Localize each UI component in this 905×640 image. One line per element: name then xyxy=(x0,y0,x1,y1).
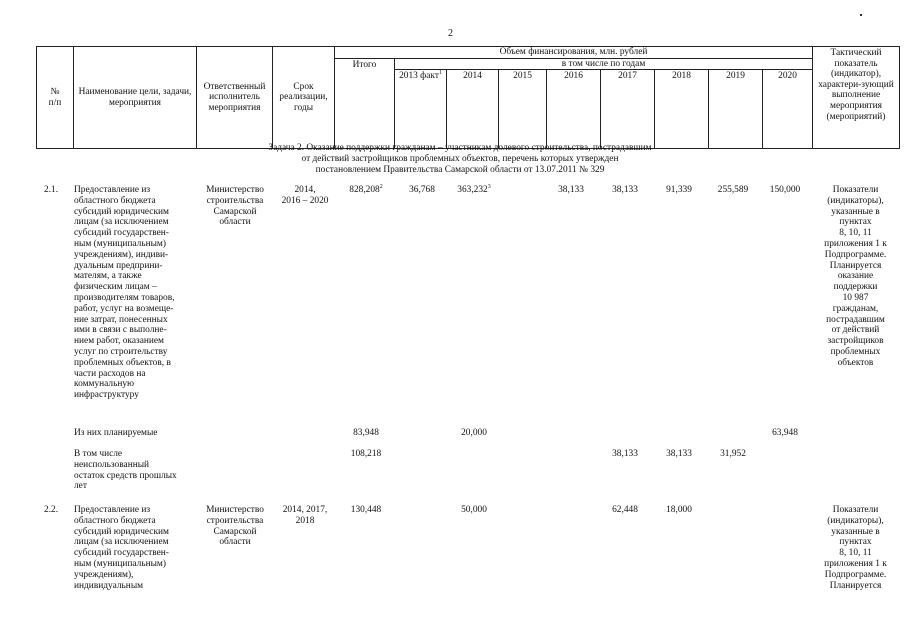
header-2016: 2016 xyxy=(547,70,601,149)
row-2-1-responsible: Министерство строительства Самарской области xyxy=(206,185,264,228)
header-term: Срок реализации, годы xyxy=(273,47,335,149)
header-2020: 2020 xyxy=(763,70,813,149)
row-2-1-name: Предоставление из областного бюджета субсидий юридическим лицам (за исключением субсидий государствен- ным (муниципальным) учреждениям), индиви- дуальным предприни- мателям, а также физическим лицам – производителям товаров, работ, услуг на возмеще- ние затрат, понесенных ими в связи с выполне- нием работ, оказанием услуг по строительству проблемных объектов, в части расходов на коммунальную инфраструктуру xyxy=(74,185,175,401)
row-2-1-indicator: Показатели (индикаторы), указанные в пунктах 8, 10, 11 приложения 1 к Подпрограмме. Планируется оказание поддержки 10 987 гражданам, пострадавшим от действий застройщиков проблемных объектов xyxy=(824,185,887,368)
row-unused-name: В том числе неиспользованный остаток средств прошлых лет xyxy=(74,449,177,492)
header-2015: 2015 xyxy=(499,70,547,149)
row-2-2-2017: 62,448 xyxy=(612,505,638,515)
row-2-1-total-value: 828,208 xyxy=(349,185,380,195)
header-2013-note: 1 xyxy=(438,70,442,77)
row-2-2-term: 2014, 2017, 2018 xyxy=(282,505,328,526)
row-2-2-indicator: Показатели (индикаторы), указанные в пунктах 8, 10, 11 приложения 1 к Подпрограмме. Планируется xyxy=(824,505,887,591)
scan-speck xyxy=(860,14,862,16)
row-2-1-2014-value: 363,232 xyxy=(457,185,488,195)
header-2019: 2019 xyxy=(709,70,763,149)
header-name: Наименование цели, задачи, мероприятия xyxy=(74,47,197,149)
row-2-1-no: 2.1. xyxy=(44,185,59,195)
header-2014: 2014 xyxy=(447,70,499,149)
row-unused-2018: 38,133 xyxy=(666,449,692,459)
row-2-1-2018: 91,339 xyxy=(666,185,692,195)
row-unused-total: 108,218 xyxy=(350,449,382,459)
row-planned-2020: 63,948 xyxy=(772,428,798,438)
row-unused-2017: 38,133 xyxy=(612,449,638,459)
row-2-1-2016: 38,133 xyxy=(558,185,584,195)
row-planned-name: Из них планируемые xyxy=(74,428,158,438)
header-total: Итого xyxy=(335,58,395,149)
header-2018: 2018 xyxy=(655,70,709,149)
row-2-1-2014 xyxy=(448,185,500,196)
row-planned-2014: 20,000 xyxy=(461,428,487,438)
row-2-2-responsible: Министерство строительства Самарской области xyxy=(206,505,264,548)
header-2013-label: 2013 факт xyxy=(399,71,439,82)
row-2-1-2019: 255,589 xyxy=(717,185,749,195)
table-header xyxy=(36,46,900,149)
row-2-2-total: 130,448 xyxy=(350,505,382,515)
row-planned-total: 83,948 xyxy=(353,428,379,438)
header-2013 xyxy=(395,70,447,149)
row-2-1-2017: 38,133 xyxy=(612,185,638,195)
row-2-2-name: Предоставление из областного бюджета субсидий юридическим лицам (за исключением субсидий государствен- ным (муниципальным) учреждениям), индивидуальным xyxy=(74,505,169,591)
header-no: № п/п xyxy=(37,47,74,149)
page-number: 2 xyxy=(448,28,453,39)
row-2-1-term: 2014, 2016 – 2020 xyxy=(281,185,329,206)
row-2-1-2020: 150,000 xyxy=(769,185,801,195)
row-unused-2019: 31,952 xyxy=(720,449,746,459)
header-financing: Объем финансирования, млн. рублей xyxy=(335,47,813,59)
row-2-1-2013: 36,768 xyxy=(409,185,435,195)
row-2-2-no: 2.2. xyxy=(44,505,59,515)
header-2017: 2017 xyxy=(601,70,655,149)
row-2-2-2014: 50,000 xyxy=(461,505,487,515)
row-2-1-2014-note: 3 xyxy=(487,183,491,190)
row-2-1-total-note: 2 xyxy=(379,183,383,190)
header-by-years: в том числе по годам xyxy=(395,58,813,70)
task-title: Задача 2. Оказание поддержки гражданам – участникам долевого строительства, пострадавшим от действий застройщиков проблемных объектов, перечень которых утвержден постановлением Правительства Самарской области от 13.07.2011 № 329 xyxy=(268,143,652,175)
row-2-1-total xyxy=(336,185,396,196)
header-indicator: Тактический показатель (индикатор), характери-зующий выполнение мероприятия (мероприятий) xyxy=(813,47,900,149)
row-2-2-2018: 18,000 xyxy=(666,505,692,515)
header-responsible: Ответственный исполнитель мероприятия xyxy=(197,47,273,149)
